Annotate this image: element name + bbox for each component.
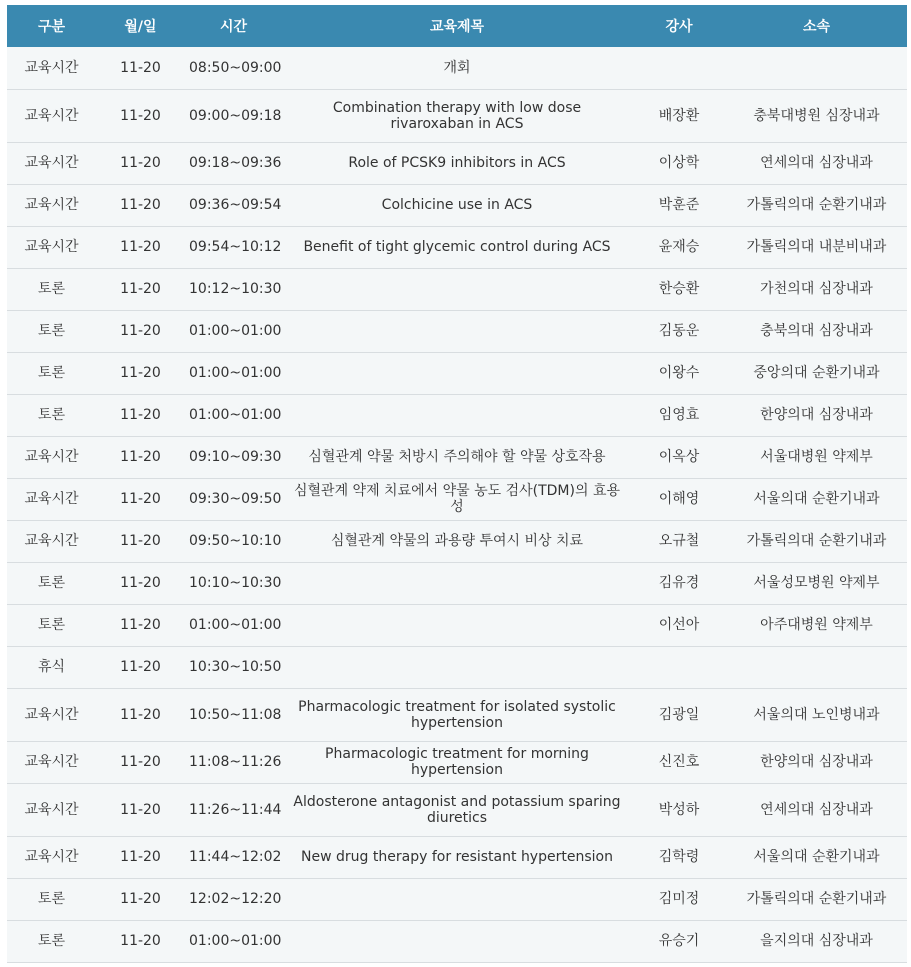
table-row (7, 878, 907, 920)
cell-title: Aldosterone antagonist and potassium sparing diuretics (282, 783, 632, 836)
cell-lecturer: 신진호 (632, 741, 726, 783)
schedule-table (7, 5, 907, 963)
cell-title: Combination therapy with low dose rivaroxaban in ACS (282, 89, 632, 142)
table-row (7, 47, 907, 89)
cell-type: 교육시간 (7, 836, 96, 878)
cell-time: 09:50~10:10 (185, 520, 282, 562)
cell-time: 10:50~11:08 (185, 688, 282, 741)
cell-title (282, 352, 632, 394)
header-lecturer: 강사 (632, 5, 726, 47)
cell-type: 교육시간 (7, 184, 96, 226)
cell-lecturer: 배장환 (632, 89, 726, 142)
cell-date: 11-20 (96, 520, 185, 562)
cell-title (282, 394, 632, 436)
cell-type: 교육시간 (7, 741, 96, 783)
table-row (7, 604, 907, 646)
table-row (7, 268, 907, 310)
cell-lecturer: 오규철 (632, 520, 726, 562)
cell-lecturer (632, 646, 726, 688)
cell-time: 09:18~09:36 (185, 142, 282, 184)
cell-title: 심혈관계 약물 처방시 주의해야 할 약물 상호작용 (282, 436, 632, 478)
cell-affiliation: 아주대병원 약제부 (726, 604, 907, 646)
cell-affiliation: 충북대병원 심장내과 (726, 89, 907, 142)
header-date: 월/일 (96, 5, 185, 47)
cell-type: 휴식 (7, 646, 96, 688)
cell-type: 토론 (7, 352, 96, 394)
cell-time: 08:50~09:00 (185, 47, 282, 89)
cell-affiliation (726, 47, 907, 89)
header-title: 교육제목 (282, 5, 632, 47)
table-row (7, 741, 907, 783)
cell-affiliation: 연세의대 심장내과 (726, 783, 907, 836)
schedule-table-container (7, 5, 907, 963)
table-row (7, 562, 907, 604)
table-row (7, 520, 907, 562)
table-row (7, 436, 907, 478)
cell-time: 09:30~09:50 (185, 478, 282, 520)
cell-type: 토론 (7, 604, 96, 646)
cell-affiliation: 중앙의대 순환기내과 (726, 352, 907, 394)
cell-type: 토론 (7, 310, 96, 352)
cell-date: 11-20 (96, 268, 185, 310)
cell-date: 11-20 (96, 878, 185, 920)
cell-lecturer: 한승환 (632, 268, 726, 310)
table-row (7, 920, 907, 962)
cell-date: 11-20 (96, 741, 185, 783)
cell-lecturer: 이선아 (632, 604, 726, 646)
cell-lecturer: 임영효 (632, 394, 726, 436)
cell-date: 11-20 (96, 310, 185, 352)
header-affiliation: 소속 (726, 5, 907, 47)
cell-lecturer: 김동운 (632, 310, 726, 352)
cell-lecturer: 김광일 (632, 688, 726, 741)
cell-type: 교육시간 (7, 688, 96, 741)
table-row (7, 352, 907, 394)
table-row (7, 226, 907, 268)
cell-affiliation: 한양의대 심장내과 (726, 394, 907, 436)
cell-time: 01:00~01:00 (185, 352, 282, 394)
header-time: 시간 (185, 5, 282, 47)
cell-type: 교육시간 (7, 783, 96, 836)
cell-title: 심혈관계 약제 치료에서 약물 농도 검사(TDM)의 효용성 (282, 478, 632, 520)
cell-affiliation: 서울의대 순환기내과 (726, 836, 907, 878)
cell-lecturer: 이옥상 (632, 436, 726, 478)
cell-date: 11-20 (96, 920, 185, 962)
cell-time: 10:10~10:30 (185, 562, 282, 604)
cell-title (282, 878, 632, 920)
table-row (7, 478, 907, 520)
cell-type: 교육시간 (7, 47, 96, 89)
cell-affiliation: 서울대병원 약제부 (726, 436, 907, 478)
cell-affiliation: 가톨릭의대 순환기내과 (726, 184, 907, 226)
cell-title: New drug therapy for resistant hypertension (282, 836, 632, 878)
header-type: 구분 (7, 5, 96, 47)
cell-time: 11:08~11:26 (185, 741, 282, 783)
cell-type: 교육시간 (7, 89, 96, 142)
cell-affiliation: 서울의대 순환기내과 (726, 478, 907, 520)
cell-date: 11-20 (96, 604, 185, 646)
cell-date: 11-20 (96, 436, 185, 478)
cell-date: 11-20 (96, 478, 185, 520)
cell-type: 교육시간 (7, 142, 96, 184)
cell-affiliation: 을지의대 심장내과 (726, 920, 907, 962)
cell-type: 토론 (7, 394, 96, 436)
header-row (7, 5, 907, 47)
cell-affiliation (726, 646, 907, 688)
cell-lecturer: 박성하 (632, 783, 726, 836)
cell-lecturer: 이해영 (632, 478, 726, 520)
cell-date: 11-20 (96, 646, 185, 688)
cell-title: Colchicine use in ACS (282, 184, 632, 226)
cell-time: 10:30~10:50 (185, 646, 282, 688)
cell-time: 11:44~12:02 (185, 836, 282, 878)
cell-lecturer: 이상학 (632, 142, 726, 184)
cell-title (282, 920, 632, 962)
table-row (7, 394, 907, 436)
cell-lecturer: 유승기 (632, 920, 726, 962)
cell-affiliation: 연세의대 심장내과 (726, 142, 907, 184)
cell-title (282, 268, 632, 310)
cell-title: Pharmacologic treatment for morning hypertension (282, 741, 632, 783)
cell-affiliation: 가톨릭의대 순환기내과 (726, 878, 907, 920)
cell-title (282, 310, 632, 352)
cell-time: 01:00~01:00 (185, 604, 282, 646)
cell-time: 01:00~01:00 (185, 310, 282, 352)
cell-type: 교육시간 (7, 520, 96, 562)
table-row (7, 142, 907, 184)
cell-date: 11-20 (96, 394, 185, 436)
cell-affiliation: 가톨릭의대 순환기내과 (726, 520, 907, 562)
cell-type: 교육시간 (7, 436, 96, 478)
cell-lecturer (632, 47, 726, 89)
cell-lecturer: 박훈준 (632, 184, 726, 226)
cell-date: 11-20 (96, 89, 185, 142)
cell-title: Role of PCSK9 inhibitors in ACS (282, 142, 632, 184)
cell-date: 11-20 (96, 688, 185, 741)
cell-affiliation: 서울의대 노인병내과 (726, 688, 907, 741)
table-row (7, 783, 907, 836)
cell-type: 토론 (7, 268, 96, 310)
table-header (7, 5, 907, 47)
cell-time: 09:54~10:12 (185, 226, 282, 268)
cell-date: 11-20 (96, 562, 185, 604)
table-row (7, 646, 907, 688)
cell-title (282, 604, 632, 646)
cell-date: 11-20 (96, 142, 185, 184)
table-row (7, 310, 907, 352)
cell-time: 11:26~11:44 (185, 783, 282, 836)
cell-lecturer: 김유경 (632, 562, 726, 604)
table-row (7, 836, 907, 878)
cell-date: 11-20 (96, 47, 185, 89)
cell-title: 개회 (282, 47, 632, 89)
cell-time: 09:00~09:18 (185, 89, 282, 142)
cell-time: 09:36~09:54 (185, 184, 282, 226)
cell-affiliation: 충북의대 심장내과 (726, 310, 907, 352)
cell-affiliation: 가톨릭의대 내분비내과 (726, 226, 907, 268)
cell-date: 11-20 (96, 184, 185, 226)
cell-title: 심혈관계 약물의 과용량 투여시 비상 치료 (282, 520, 632, 562)
cell-lecturer: 이왕수 (632, 352, 726, 394)
cell-type: 교육시간 (7, 478, 96, 520)
table-row (7, 184, 907, 226)
cell-date: 11-20 (96, 783, 185, 836)
table-row (7, 688, 907, 741)
cell-affiliation: 가천의대 심장내과 (726, 268, 907, 310)
cell-affiliation: 서울성모병원 약제부 (726, 562, 907, 604)
cell-type: 토론 (7, 920, 96, 962)
table-row (7, 89, 907, 142)
cell-type: 토론 (7, 878, 96, 920)
cell-date: 11-20 (96, 226, 185, 268)
cell-time: 10:12~10:30 (185, 268, 282, 310)
cell-lecturer: 김미정 (632, 878, 726, 920)
cell-date: 11-20 (96, 352, 185, 394)
cell-title: Benefit of tight glycemic control during ACS (282, 226, 632, 268)
cell-title: Pharmacologic treatment for isolated systolic hypertension (282, 688, 632, 741)
cell-type: 토론 (7, 562, 96, 604)
cell-time: 12:02~12:20 (185, 878, 282, 920)
cell-time: 09:10~09:30 (185, 436, 282, 478)
cell-affiliation: 한양의대 심장내과 (726, 741, 907, 783)
cell-lecturer: 김학령 (632, 836, 726, 878)
cell-type: 교육시간 (7, 226, 96, 268)
cell-lecturer: 윤재승 (632, 226, 726, 268)
cell-title (282, 646, 632, 688)
table-body (7, 47, 907, 962)
cell-title (282, 562, 632, 604)
cell-time: 01:00~01:00 (185, 394, 282, 436)
cell-time: 01:00~01:00 (185, 920, 282, 962)
cell-date: 11-20 (96, 836, 185, 878)
